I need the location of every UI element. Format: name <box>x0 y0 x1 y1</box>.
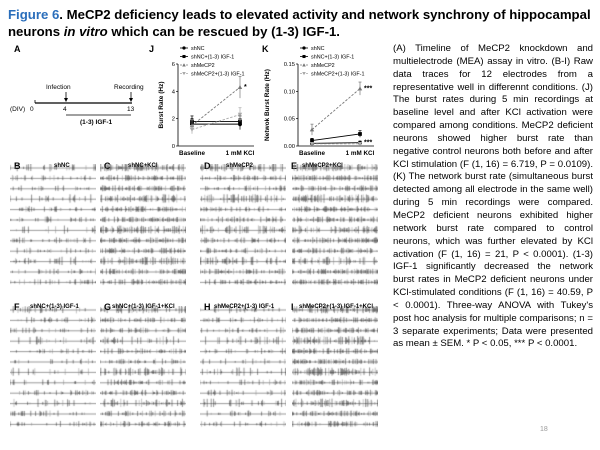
timeline-tick-0: 0 <box>30 106 34 113</box>
panel-label-j: J <box>149 44 155 54</box>
figure-caption: (A) Timeline of MeCP2 knockdown and multielectrode (MEA) assay in vitro. (B-I) Raw data traces for 12 electrodes from a representative well in differennt conditions. (J) The burst rates during 5 min recordings at baseline level and after KCl activation were compared among conditions. MeCP2 deficient neurons showed higher burst rate than negative control neurons both before and after KCl stimulation (F (1, 16) = 6.719, P = 0.0109). (K) The network burst rate (simultaneous burst detected among all electrode in the same well) during 5 min recordings were compared. MeCP2 deficient neurons exhibited higher network burst rate compared to control neurons, which was further elevated by KCl activation (F (1, 16) = 21, P < 0.0001). (1-3) IGF-1 significantly decreased the network burst rates in MeCP2 deficient neurons under KCl-stimulated conditions (F (1, 16) = 40.59, P < 0.0001). Three-way ANOVA with Tukey's post hoc analysis for multiple comparisons; n = 3 separate experiments; Data were presented as mean ± SEM. * P < 0.05, *** P < 0.0001. <box>393 43 593 350</box>
y-tick-label: 0.10 <box>283 89 295 96</box>
legend-item-2: shMeCP2 <box>191 63 215 69</box>
series-line-3 <box>192 115 240 130</box>
legend-item-1: shNC+(1-3) IGF-1 <box>311 54 355 61</box>
panel-label-k: K <box>262 44 269 54</box>
timeline-div-label: (DIV) <box>10 106 26 113</box>
timeline-recording-label: Recording <box>114 84 144 91</box>
point-triangle <box>302 63 306 66</box>
timeline-treatment-label: (1-3) IGF-1 <box>80 119 113 126</box>
timeline-infection-label: Infection <box>46 84 71 91</box>
legend-item-2: shMeCP2 <box>311 63 335 69</box>
y-tick-label: 6 <box>171 62 175 68</box>
x-tick-label: 1 mM KCl <box>345 150 375 157</box>
y-tick-label: 4 <box>171 89 175 96</box>
x-tick-label: Baseline <box>299 150 325 157</box>
point-triangle <box>358 86 362 90</box>
point-square <box>302 55 305 58</box>
point-triangle-down <box>302 72 306 75</box>
figure-label: Figure 6 <box>8 7 60 22</box>
point-triangle-down <box>190 128 194 132</box>
figure-title <box>8 6 593 40</box>
raster-traces-f <box>10 306 96 434</box>
y-axis-label: Burst Rate (Hz) <box>158 81 165 129</box>
page-number: 18 <box>540 426 548 433</box>
legend-item-0: shNC <box>311 46 325 52</box>
x-tick-label: Baseline <box>179 150 205 157</box>
raster-traces-i <box>292 306 378 434</box>
timeline-tick-13: 13 <box>127 106 135 113</box>
raster-traces-h <box>200 306 286 434</box>
raster-traces-e <box>292 164 378 292</box>
y-axis-label: Netwok Burst Rate (Hz) <box>264 69 271 141</box>
title-text: . MeCP2 deficiency leads to elevated activity and network synchrony of hippocampal neurons <box>8 7 591 39</box>
point-square <box>358 132 362 136</box>
raster-traces-g <box>100 306 186 434</box>
infection-arrowhead <box>64 98 68 102</box>
legend-item-1: shNC+(1-3) IGF-1 <box>191 54 235 61</box>
series-line-0 <box>312 143 360 144</box>
network-burst-rate-chart <box>258 44 390 160</box>
y-tick-label: 0.00 <box>283 144 295 150</box>
legend-item-3: shMeCP2+(1-3) IGF-1 <box>191 71 245 78</box>
panel-label-a: A <box>14 44 21 54</box>
timeline-tick-4: 4 <box>63 106 67 113</box>
series-line-2 <box>312 89 360 130</box>
raster-traces-d <box>200 164 286 292</box>
significance-mark: *** <box>364 85 373 93</box>
y-tick-label: 0.05 <box>283 116 295 123</box>
y-tick-label: 0.15 <box>283 62 295 68</box>
point-triangle <box>182 63 186 66</box>
raster-traces-c <box>100 164 186 292</box>
title-text-end: which can be rescued by (1-3) IGF-1. <box>107 24 340 39</box>
legend-item-3: shMeCP2+(1-3) IGF-1 <box>311 71 365 78</box>
point-square <box>310 139 314 143</box>
significance-mark: *** <box>364 139 373 147</box>
y-tick-label: 0 <box>171 144 175 150</box>
legend-item-0: shNC <box>191 46 205 52</box>
point-circle <box>302 46 305 49</box>
point-square <box>182 55 185 58</box>
timeline-diagram <box>10 78 145 128</box>
x-tick-label: 1 mM KCl <box>225 150 255 157</box>
point-triangle <box>238 85 242 89</box>
burst-rate-chart <box>148 44 260 160</box>
point-circle <box>182 46 185 49</box>
series-line-1 <box>312 134 360 141</box>
y-tick-label: 2 <box>171 116 175 123</box>
significance-mark: * <box>244 84 247 92</box>
series-line-2 <box>192 87 240 125</box>
point-triangle-down <box>182 72 186 75</box>
recording-arrowhead <box>129 98 133 102</box>
title-italic: in vitro <box>63 24 108 39</box>
raster-traces-b <box>10 164 96 292</box>
